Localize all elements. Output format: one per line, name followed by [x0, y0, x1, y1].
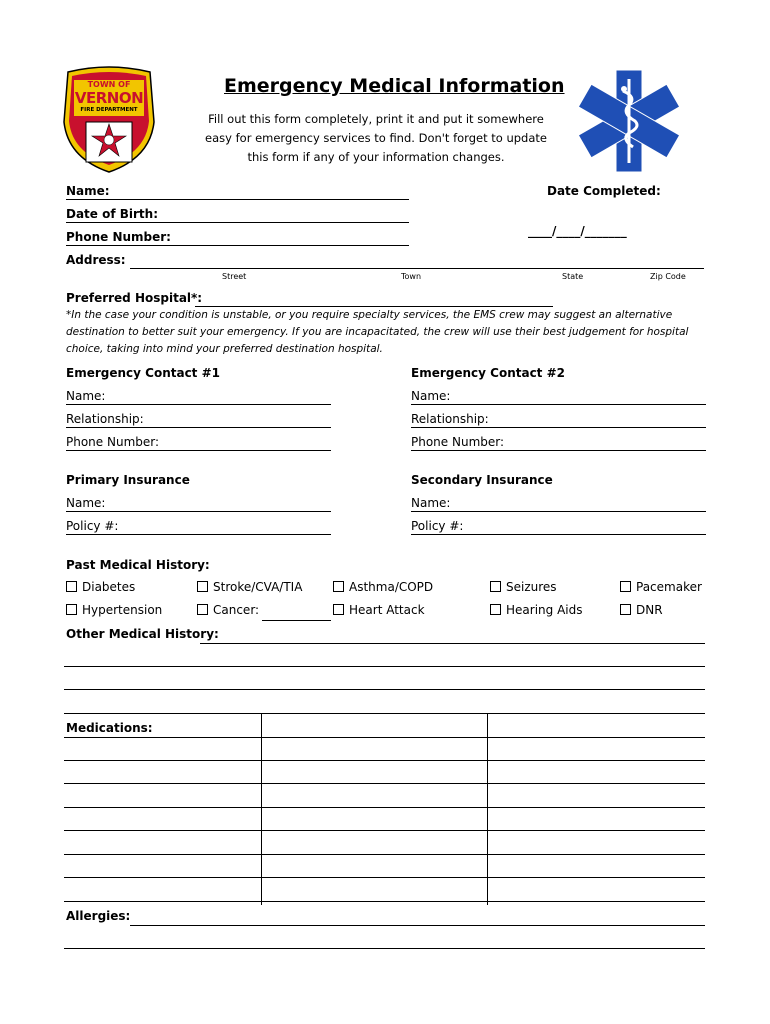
name-line: [66, 199, 409, 200]
secondary-insurance-title: Secondary Insurance: [411, 473, 553, 487]
contact2-phone-label: Phone Number:: [411, 435, 505, 449]
address-input[interactable]: [132, 253, 700, 267]
secondary-insurance-name-input[interactable]: [457, 496, 702, 510]
medications-row-line: [64, 737, 705, 738]
date-completed-label: Date Completed:: [547, 184, 661, 198]
other-history-line-2: [64, 666, 705, 667]
medications-row-line: [64, 877, 705, 878]
phone-line: [66, 245, 409, 246]
checkbox-heart-attack[interactable]: Heart Attack: [333, 603, 425, 617]
name-input[interactable]: [112, 184, 402, 198]
address-state-caption: State: [562, 272, 584, 281]
checkbox-seizures[interactable]: Seizures: [490, 580, 557, 594]
checkbox-hearing-aids[interactable]: Hearing Aids: [490, 603, 582, 617]
name-label: Name:: [66, 184, 110, 198]
phone-label: Phone Number:: [66, 230, 171, 244]
secondary-policy-label: Policy #:: [411, 519, 464, 533]
medications-row-line: [64, 901, 705, 902]
other-history-line-3: [64, 689, 705, 690]
other-history-line-4: [64, 713, 705, 714]
contact1-phone-line: [66, 450, 331, 451]
primary-policy-line: [66, 534, 331, 535]
fire-department-logo: [60, 66, 158, 174]
primary-insurance-title: Primary Insurance: [66, 473, 190, 487]
secondary-policy-input[interactable]: [475, 519, 702, 533]
checkbox-icon[interactable]: [197, 581, 208, 592]
primary-policy-label: Policy #:: [66, 519, 119, 533]
dob-line: [66, 222, 409, 223]
phone-input[interactable]: [166, 230, 402, 244]
checkbox-asthma[interactable]: Asthma/COPD: [333, 580, 433, 594]
contact2-name-line: [411, 404, 706, 405]
other-history-line-1: [200, 643, 705, 644]
hospital-input[interactable]: [197, 291, 549, 305]
contact1-title: Emergency Contact #1: [66, 366, 221, 380]
star-of-life-icon: [570, 70, 688, 172]
logo-text-sub: FIRE DEPARTMENT: [80, 107, 138, 113]
contact1-phone-label: Phone Number:: [66, 435, 160, 449]
cancer-type-input[interactable]: [264, 605, 329, 619]
checkbox-icon[interactable]: [490, 604, 501, 615]
dob-input[interactable]: [156, 207, 402, 221]
hospital-label: Preferred Hospital*:: [66, 291, 203, 305]
checkbox-icon[interactable]: [620, 604, 631, 615]
page-title: Emergency Medical Information: [224, 75, 565, 97]
logo-text-main: VERNON: [74, 89, 144, 107]
intro-text: Fill out this form completely, print it and put it somewhere easy for emergency services to find. Don't forget to update this form if any of your information changes.: [205, 112, 547, 164]
medications-row-line: [64, 854, 705, 855]
checkbox-pacemaker[interactable]: Pacemaker: [620, 580, 702, 594]
contact2-relationship-label: Relationship:: [411, 412, 489, 426]
date-completed-field[interactable]: ____/____/_______: [528, 224, 627, 238]
checkbox-stroke[interactable]: Stroke/CVA/TIA: [197, 580, 302, 594]
address-street-caption: Street: [222, 272, 247, 281]
medications-row-line: [64, 830, 705, 831]
checkbox-icon[interactable]: [66, 581, 77, 592]
contact1-name-label: Name:: [66, 389, 106, 403]
checkbox-icon[interactable]: [333, 581, 344, 592]
contact1-relationship-label: Relationship:: [66, 412, 144, 426]
primary-insurance-name-label: Name:: [66, 496, 106, 510]
checkbox-icon[interactable]: [620, 581, 631, 592]
contact2-name-label: Name:: [411, 389, 451, 403]
secondary-policy-line: [411, 534, 706, 535]
contact2-relationship-input[interactable]: [495, 412, 702, 426]
primary-insurance-name-input[interactable]: [112, 496, 327, 510]
primary-insurance-name-line: [66, 511, 331, 512]
checkbox-icon[interactable]: [333, 604, 344, 615]
medications-label: Medications:: [66, 721, 153, 735]
address-label: Address:: [66, 253, 126, 267]
checkbox-hypertension[interactable]: Hypertension: [66, 603, 162, 617]
allergies-label: Allergies:: [66, 909, 131, 923]
contact2-phone-line: [411, 450, 706, 451]
checkbox-cancer[interactable]: Cancer:: [197, 603, 259, 617]
logo-text-top: TOWN OF: [87, 80, 131, 89]
secondary-insurance-name-line: [411, 511, 706, 512]
checkbox-icon[interactable]: [66, 604, 77, 615]
contact2-title: Emergency Contact #2: [411, 366, 566, 380]
checkbox-icon[interactable]: [197, 604, 208, 615]
contact1-relationship-line: [66, 427, 331, 428]
contact1-name-input[interactable]: [112, 389, 327, 403]
medications-row-line: [64, 783, 705, 784]
address-town-caption: Town: [401, 272, 422, 281]
secondary-insurance-name-label: Name:: [411, 496, 451, 510]
medical-history-title: Past Medical History:: [66, 558, 210, 572]
hospital-note: *In the case your condition is unstable, or you require specialty services, the EMS crew may suggest an alternative destination to better suit your emergency. If you are incapacitated, the crew will use their best judgement for hospital choice, taking into mind your preferred destination hospital.: [66, 309, 689, 355]
contact2-name-input[interactable]: [457, 389, 702, 403]
contact1-phone-input[interactable]: [166, 435, 327, 449]
contact1-relationship-input[interactable]: [150, 412, 327, 426]
checkbox-diabetes[interactable]: Diabetes: [66, 580, 135, 594]
dob-label: Date of Birth:: [66, 207, 159, 221]
checkbox-icon[interactable]: [490, 581, 501, 592]
medications-row-line: [64, 760, 705, 761]
contact1-name-line: [66, 404, 331, 405]
address-line: [130, 268, 704, 269]
primary-policy-input[interactable]: [130, 519, 327, 533]
cancer-type-line: [262, 620, 331, 621]
address-zip-caption: Zip Code: [650, 272, 686, 281]
allergies-line-1: [130, 925, 705, 926]
allergies-line-2: [64, 948, 705, 949]
allergies-input[interactable]: [132, 909, 702, 923]
checkbox-dnr[interactable]: DNR: [620, 603, 663, 617]
contact2-phone-input[interactable]: [511, 435, 702, 449]
other-history-label: Other Medical History:: [66, 627, 219, 641]
medications-row-line: [64, 807, 705, 808]
contact2-relationship-line: [411, 427, 706, 428]
